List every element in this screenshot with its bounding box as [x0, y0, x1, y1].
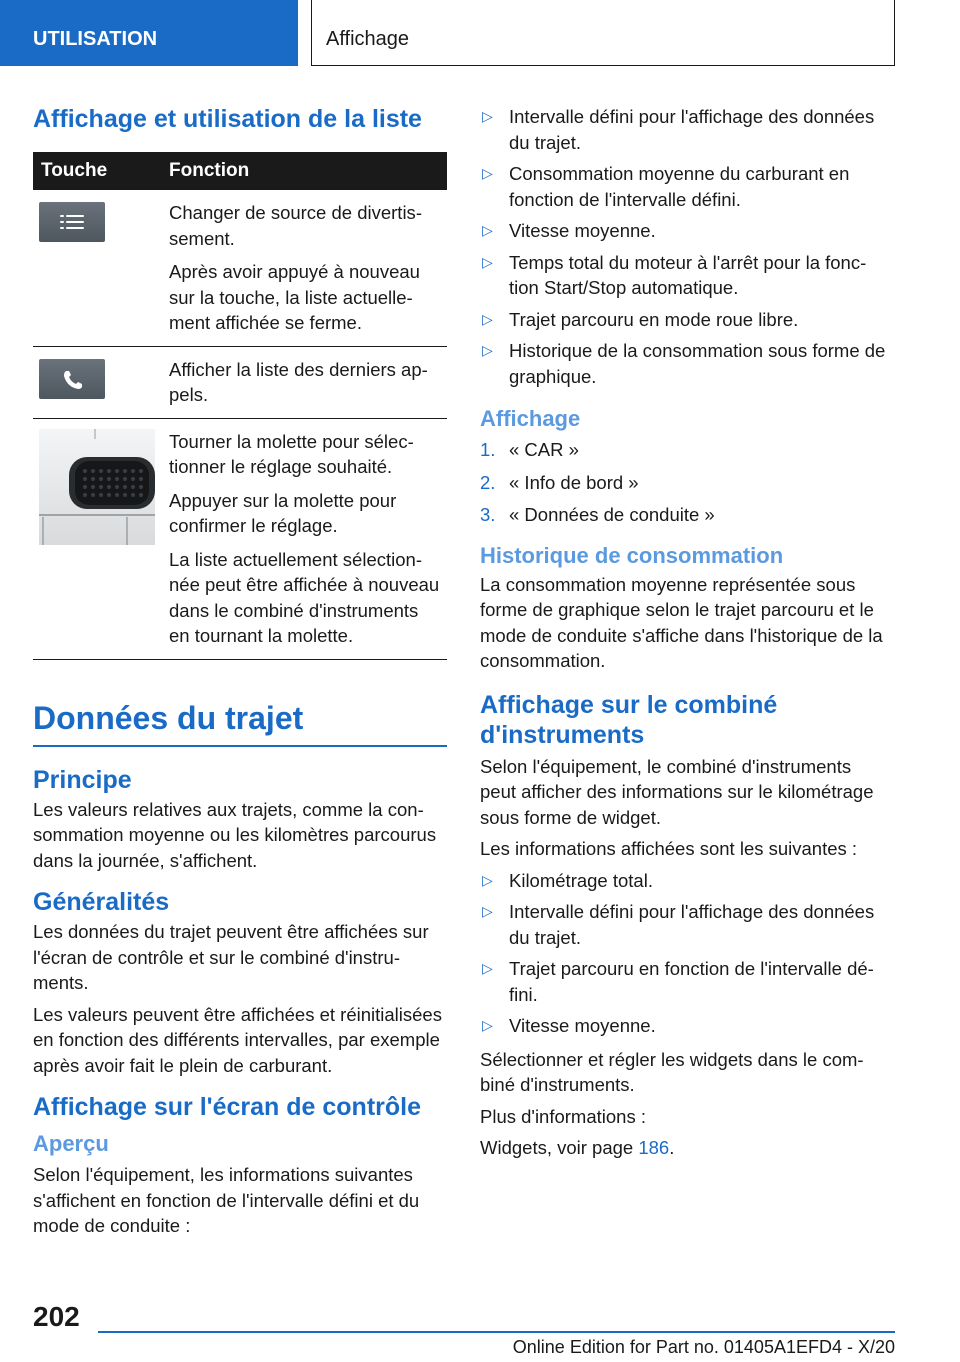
- paragraph: Selon l'équipement, les informations suivantes s'affichent en fonction de l'intervalle défini et du mode de conduite :: [33, 1164, 420, 1236]
- function-text: Appuyer sur la molette pour confirmer le réglage.: [169, 489, 397, 536]
- table-row: [33, 190, 447, 346]
- list-item: ▷ Historique de la consommation sous forme de graphique.: [482, 340, 886, 387]
- list-item: ▷ Vitesse moyenne.: [480, 1013, 888, 1039]
- table-row: [33, 418, 447, 659]
- function-text: Tourner la molette pour sélectionner le réglage souhaité.: [169, 430, 414, 477]
- paragraph: Selon l'équipement, le combiné d'instruments peut afficher des informations sur le kilométrage sous forme de widget.: [480, 755, 874, 828]
- paragraph: La consommation moyenne représentée sous forme de graphique selon le trajet parcouru et le mode de conduite s'affiche dans l'historique de la consommation.: [480, 573, 883, 671]
- list-item: ▷ Trajet parcouru en mode roue libre.: [480, 307, 888, 333]
- page-number: 202: [33, 1301, 80, 1332]
- list-icon: [39, 202, 105, 242]
- triangle-bullet-icon: ▷: [482, 222, 493, 238]
- triangle-bullet-icon: ▷: [482, 165, 493, 181]
- heading-display: Affichage: [480, 406, 581, 431]
- list-item: ▷ Trajet parcouru en fonction de l'intervalle défini.: [482, 958, 874, 1005]
- heading-general: Généralités: [33, 888, 170, 916]
- function-text: Afficher la liste des derniers appels.: [169, 358, 428, 405]
- step-item: 3. « Données de conduite »: [480, 504, 715, 525]
- function-text: La liste actuellement sélectionnée peut être affichée à nouveau dans le combiné d'instruments en tournant la molette.: [169, 548, 440, 646]
- trip-info-list: [480, 104, 888, 389]
- list-item: ▷ Temps total du moteur à l'arrêt pour la fonction Start/Stop automatique.: [482, 251, 867, 298]
- paragraph: Les données du trajet peuvent être affichées sur l'écran de contrôle et sur le combiné d'instruments.: [33, 921, 429, 993]
- right-column: [480, 96, 888, 1167]
- paragraph: Sélectionner et régler les widgets dans le combiné d'instruments.: [480, 1048, 864, 1095]
- triangle-bullet-icon: ▷: [482, 310, 493, 327]
- footer-divider: [98, 1331, 895, 1333]
- chapter-title: Affichage: [311, 0, 895, 66]
- list-item: ▷ Kilométrage total.: [480, 868, 888, 894]
- triangle-bullet-icon: ▷: [482, 108, 493, 124]
- paragraph: Les valeurs peuvent être affichées et réinitialisées en fonction des différents intervalles, par exemple après avoir fait le plein de carburant.: [33, 1003, 442, 1076]
- triangle-bullet-icon: ▷: [482, 960, 493, 976]
- page-header: [0, 0, 960, 66]
- page-link-186[interactable]: 186: [638, 1137, 670, 1158]
- widgets-reference: Widgets, voir page 186.: [480, 1137, 675, 1158]
- footer-edition: Online Edition for Part no. 01405A1EFD4 - X/20: [512, 1337, 895, 1357]
- left-column: [33, 96, 447, 1245]
- heading-instrument-cluster: Affichage sur le combiné d'instruments: [480, 690, 778, 749]
- section-tab: UTILISATION: [0, 0, 298, 66]
- triangle-bullet-icon: ▷: [482, 253, 493, 270]
- control-wheel-image: [39, 429, 155, 545]
- heading-list-usage: Affichage et utilisation de la liste: [33, 105, 422, 133]
- triangle-bullet-icon: ▷: [482, 871, 493, 888]
- paragraph: Les valeurs relatives aux trajets, comme la consommation moyenne ou les kilomètres parcourus dans la journée, s'affichent.: [33, 798, 437, 871]
- heading-consumption-history: Historique de consommation: [480, 542, 784, 568]
- column-header-function: Fonction: [155, 152, 447, 190]
- step-item: 2. « Info de bord »: [480, 471, 639, 493]
- paragraph: Plus d'informations :: [480, 1105, 646, 1127]
- list-item: ▷ Intervalle défini pour l'affichage des données du trajet.: [482, 106, 875, 153]
- widget-info-list: [480, 868, 888, 1039]
- step-item: 1. « CAR »: [480, 439, 579, 460]
- table-header-row: [33, 152, 447, 190]
- function-text: Après avoir appuyé à nouveau sur la touche, la liste actuellement affichée se ferme.: [169, 261, 420, 333]
- heading-control-display: Affichage sur l'écran de contrôle: [33, 1093, 421, 1121]
- list-item: ▷ Consommation moyenne du carburant en fonction de l'intervalle défini.: [482, 163, 850, 210]
- table-row: [33, 346, 447, 418]
- heading-overview: Aperçu: [33, 1131, 109, 1156]
- list-item: ▷ Vitesse moyenne.: [480, 218, 888, 244]
- paragraph: Les informations affichées sont les suivantes :: [480, 838, 858, 859]
- function-text: Changer de source de divertissement.: [169, 202, 422, 249]
- list-item: ▷ Intervalle défini pour l'affichage des données du trajet.: [482, 901, 875, 948]
- menu-steps: [480, 437, 888, 528]
- triangle-bullet-icon: ▷: [482, 1017, 493, 1033]
- triangle-bullet-icon: ▷: [482, 903, 493, 919]
- triangle-bullet-icon: ▷: [482, 342, 493, 358]
- phone-icon: [39, 359, 105, 399]
- column-header-key: Touche: [33, 152, 155, 190]
- key-function-table: [33, 152, 447, 660]
- heading-principle: Principe: [33, 765, 132, 794]
- heading-trip-data: Données du trajet: [33, 700, 447, 747]
